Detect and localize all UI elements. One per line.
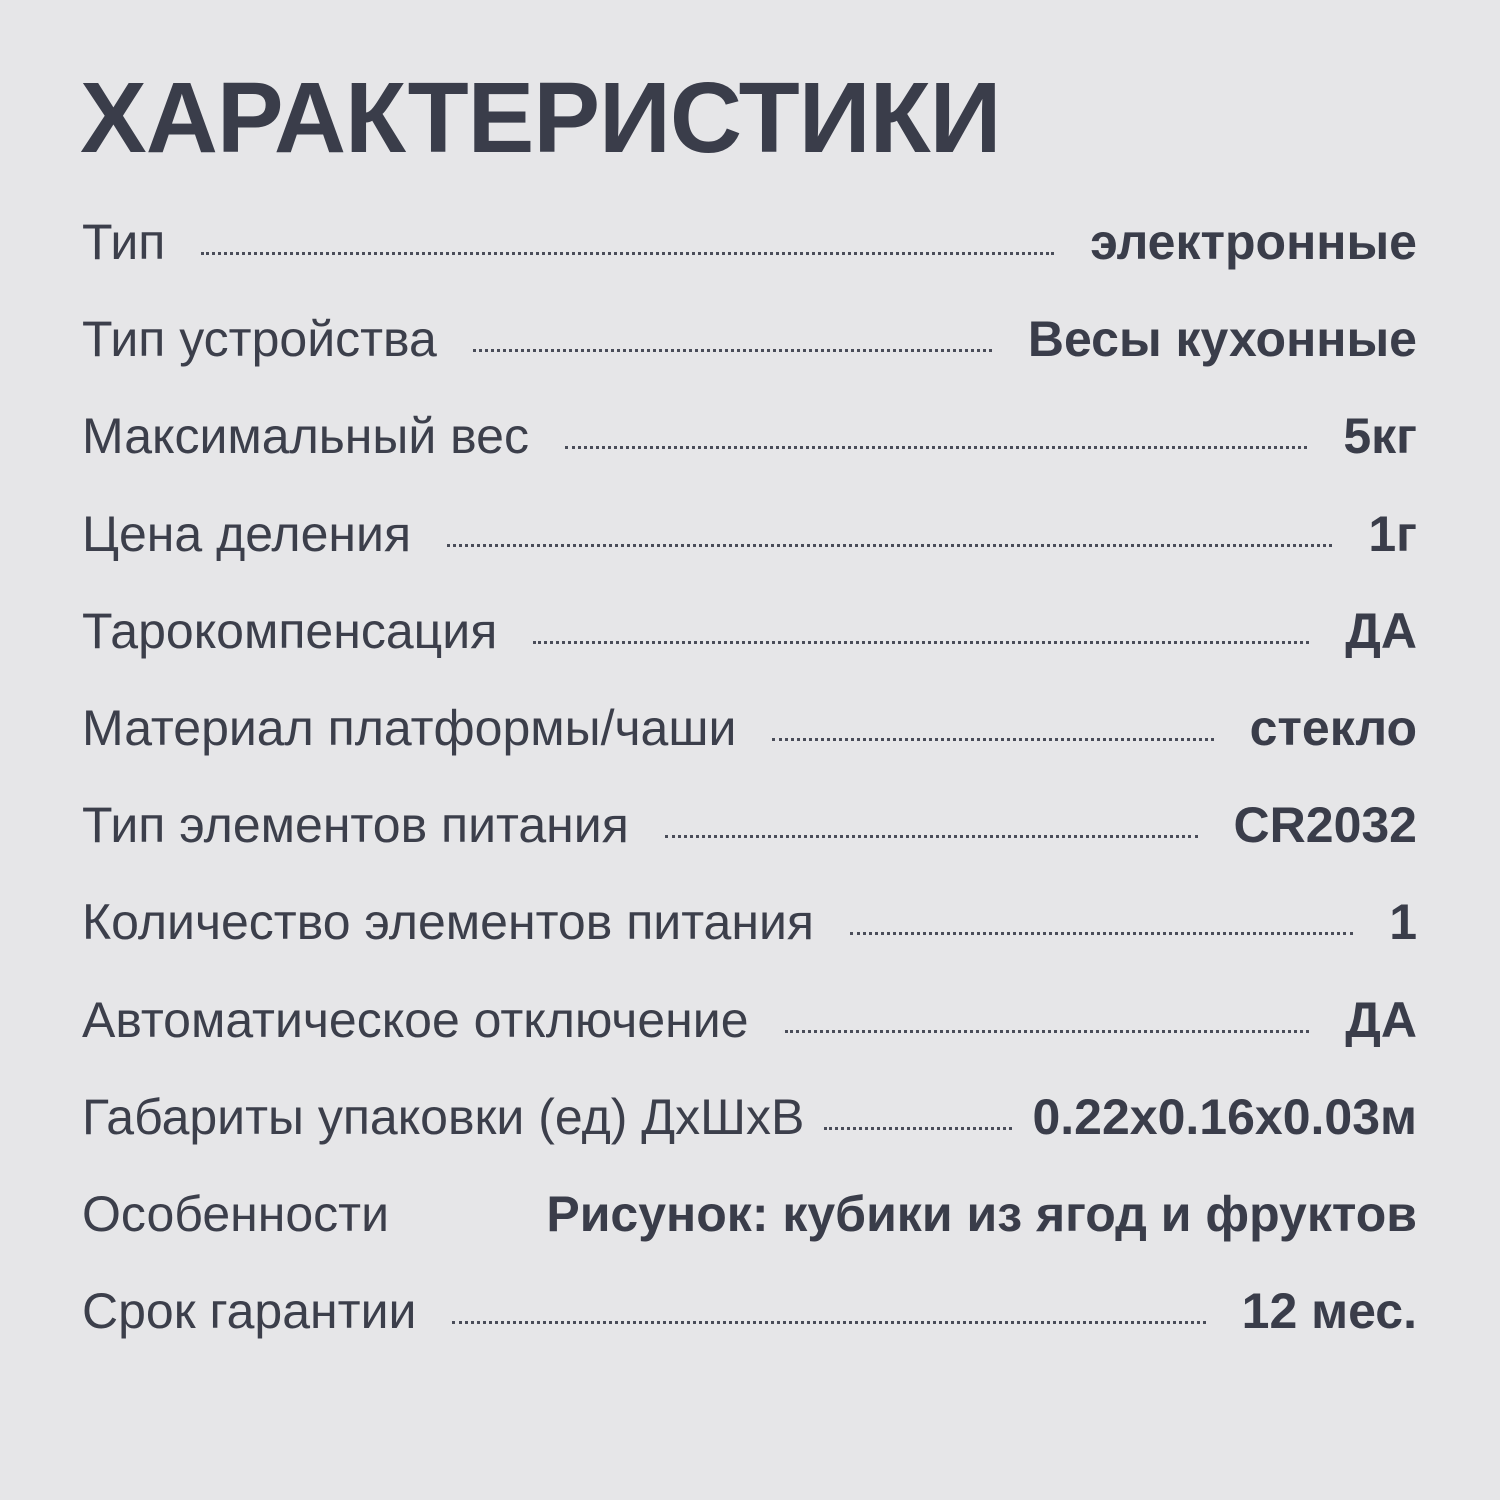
spec-row-material (82, 680, 1417, 777)
spec-value: Весы кухонные (1027, 311, 1417, 368)
page-title: ХАРАКТЕРИСТИКИ (80, 62, 1001, 174)
spec-row-tare (82, 583, 1417, 680)
spec-label: Тип элементов питания (82, 797, 629, 854)
spec-row-battery-count (82, 874, 1417, 971)
dot-leader (452, 1321, 1205, 1324)
spec-label: Материал платформы/чаши (82, 699, 737, 756)
dot-leader (565, 446, 1307, 449)
dot-leader (824, 1127, 1012, 1130)
dot-leader (785, 1030, 1310, 1033)
spec-value: 0.22x0.16x0.03м (1032, 1088, 1417, 1145)
spec-label: Тип (82, 214, 166, 270)
spec-list (82, 194, 1417, 1360)
spec-row-max-weight (82, 388, 1417, 485)
spec-row-battery-type (82, 777, 1417, 874)
spec-row-dimensions (82, 1069, 1417, 1166)
spec-value: электронные (1090, 214, 1417, 270)
dot-leader (447, 544, 1332, 547)
spec-row-auto-off (82, 972, 1417, 1069)
spec-value: ДА (1345, 602, 1417, 659)
spec-row-type (82, 194, 1417, 291)
spec-value: 5кг (1343, 408, 1417, 465)
spec-value: CR2032 (1233, 797, 1417, 854)
spec-label: Тип устройства (82, 311, 437, 368)
dot-leader (772, 738, 1213, 741)
spec-label: Максимальный вес (82, 408, 529, 465)
spec-label: Количество элементов питания (82, 894, 814, 951)
spec-value: стекло (1249, 699, 1417, 756)
spec-value: 12 мес. (1241, 1283, 1417, 1340)
spec-value: Рисунок: кубики из ягод и фруктов (546, 1185, 1417, 1242)
spec-label: Особенности (82, 1185, 390, 1242)
spec-row-division (82, 486, 1417, 583)
spec-value: 1г (1368, 505, 1417, 562)
spec-label: Срок гарантии (82, 1283, 417, 1340)
dot-leader (850, 932, 1353, 935)
spec-label: Габариты упаковки (ед) ДхШхВ (82, 1088, 805, 1145)
dot-leader (201, 252, 1054, 255)
spec-label: Тарокомпенсация (82, 602, 498, 659)
spec-value: ДА (1345, 991, 1417, 1048)
spec-value: 1 (1389, 894, 1417, 951)
dot-leader (533, 641, 1309, 644)
spec-label: Автоматическое отключение (82, 991, 749, 1048)
dot-leader (473, 349, 992, 352)
spec-row-features (82, 1166, 1417, 1263)
spec-label: Цена деления (82, 505, 412, 562)
dot-leader (665, 835, 1198, 838)
spec-row-warranty (82, 1263, 1417, 1360)
spec-row-device-type (82, 291, 1417, 388)
